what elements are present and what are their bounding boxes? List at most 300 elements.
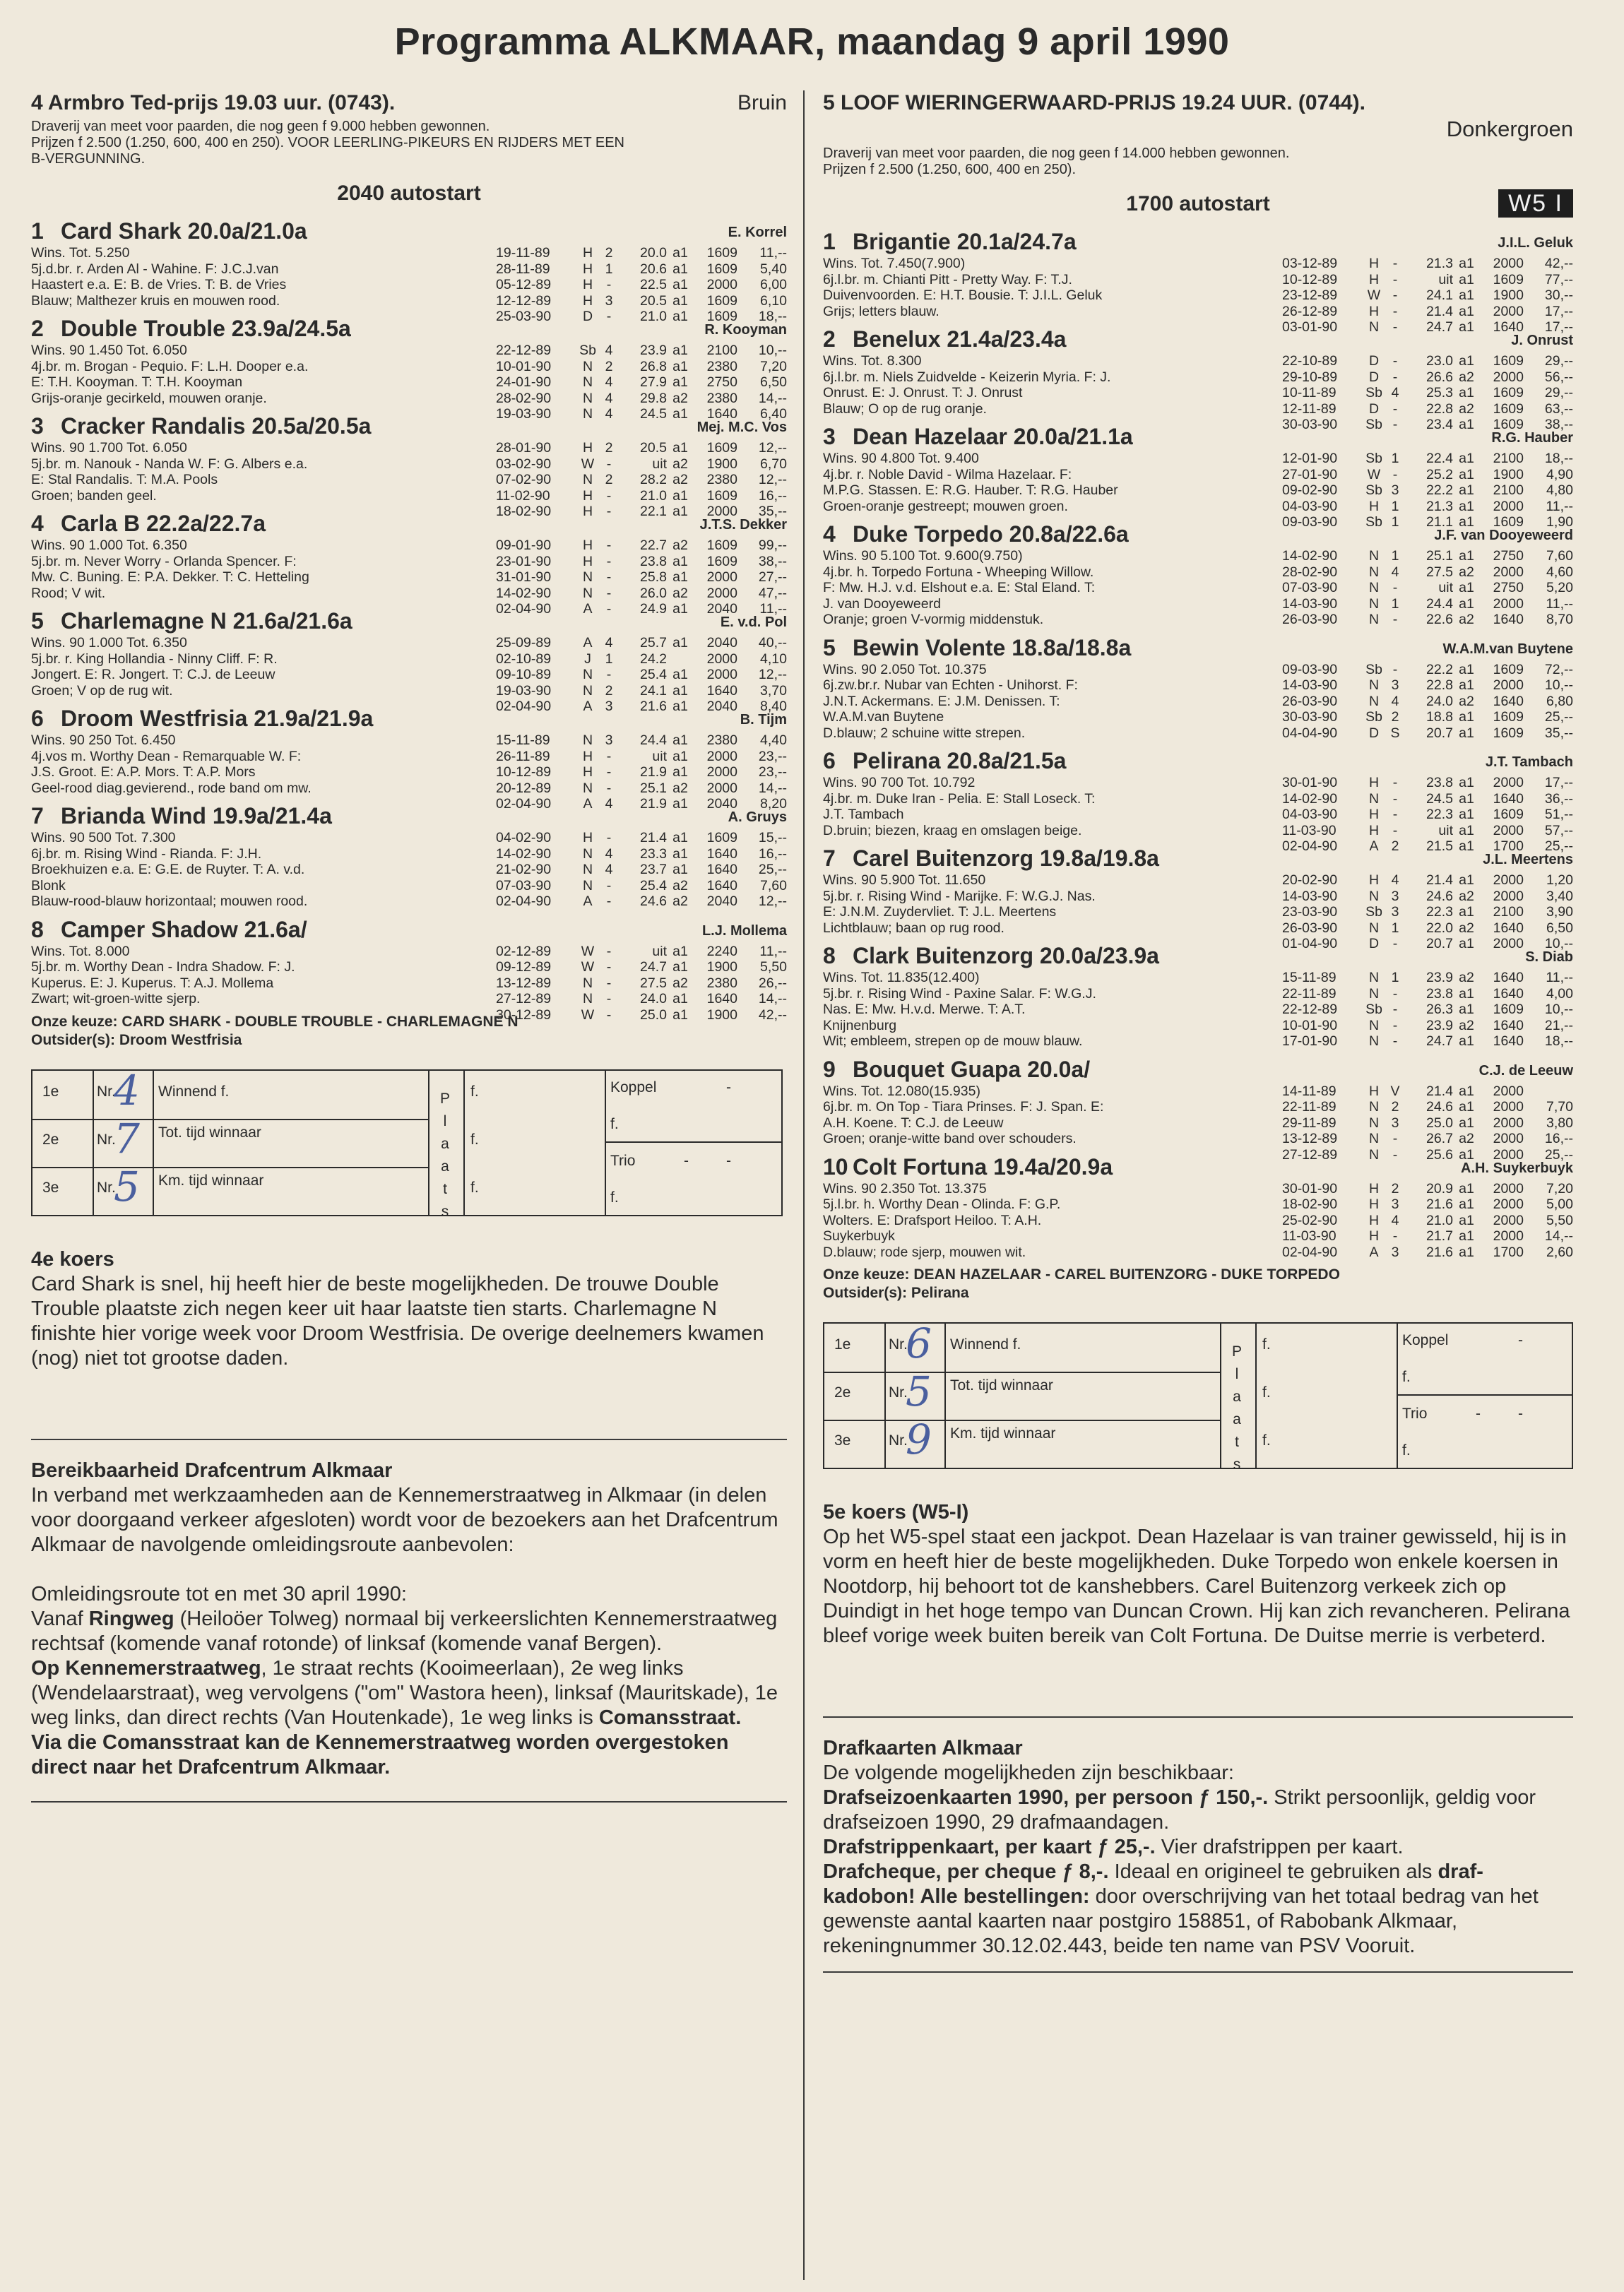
info-line: Wins. 90 1.450 Tot. 6.050 <box>31 343 187 358</box>
f-label: f. <box>470 1179 479 1196</box>
horse-details <box>823 1181 1573 1261</box>
start-row <box>1282 580 1573 596</box>
start-row <box>1282 677 1573 694</box>
start-row <box>496 538 787 554</box>
start-track: N <box>582 374 593 390</box>
start-type: a1 <box>672 261 688 277</box>
start-date: 09-02-90 <box>1282 482 1338 498</box>
horse-header <box>823 634 1573 662</box>
start-row <box>1282 1002 1573 1018</box>
start-row <box>496 846 787 862</box>
horse-name: Card Shark 20.0a/21.0a <box>61 218 307 244</box>
start-odds: 23,-- <box>758 748 787 764</box>
start-time: 26.8 <box>640 358 667 374</box>
start-type: a2 <box>1459 920 1474 936</box>
start-date: 02-04-90 <box>496 699 552 714</box>
koppel-dash: - <box>726 1079 731 1095</box>
start-type: a1 <box>1459 725 1474 741</box>
start-odds: 25,-- <box>758 862 787 877</box>
info-line: J.T. Tambach <box>823 807 904 822</box>
horse-number: 2 <box>31 316 44 341</box>
start-time: 23.0 <box>1426 353 1453 369</box>
result-row <box>824 1415 1220 1468</box>
start-distance: 1640 <box>1493 920 1524 936</box>
start-distance: 2000 <box>706 277 737 292</box>
start-date: 02-04-90 <box>496 893 552 909</box>
start-row <box>496 359 787 375</box>
start-position: 1 <box>605 261 613 277</box>
start-row <box>1282 889 1573 905</box>
start-type: a1 <box>672 764 688 780</box>
start-distance: 2000 <box>1493 1083 1524 1099</box>
start-distance: 1609 <box>1493 709 1524 725</box>
start-type: a1 <box>1459 1146 1474 1163</box>
start-date: 10-11-89 <box>1282 385 1336 400</box>
start-odds: 3,70 <box>760 682 787 699</box>
info-line: Wins. 90 250 Tot. 6.450 <box>31 732 176 748</box>
horse-entry <box>823 227 1573 335</box>
start-time: 23.8 <box>1426 985 1453 1002</box>
horse-header <box>31 915 787 944</box>
intro-text: De volgende mogelijkheden zijn beschikbaar: <box>823 1762 1234 1784</box>
start-time: 24.9 <box>640 601 667 617</box>
start-time: 24.7 <box>1426 1033 1453 1049</box>
start-odds: 3,80 <box>1546 1115 1573 1131</box>
start-odds: 8,20 <box>760 796 787 812</box>
start-odds: 10,-- <box>758 343 787 358</box>
text-span: Drafstrippenkaart, per kaart ƒ 25,-. <box>823 1836 1156 1858</box>
start-date: 10-12-89 <box>1282 271 1338 287</box>
start-odds: 23,-- <box>758 764 787 780</box>
info-line: Wins. 90 2.350 Tot. 13.375 <box>823 1180 987 1197</box>
start-track: N <box>582 975 593 991</box>
start-odds: 14,-- <box>758 991 787 1007</box>
koppel-trio-divider <box>1398 1394 1572 1396</box>
recent-starts <box>496 245 787 325</box>
start-type: a1 <box>1459 985 1474 1002</box>
race-title: 5 LOOF WIERINGERWAARD-PRIJS 19.24 UUR. (0744). <box>823 91 1365 114</box>
info-line: D.bruin; biezen, kraag en omslagen beige. <box>823 822 1082 838</box>
start-track: D <box>1368 936 1380 951</box>
start-odds: 1,90 <box>1546 514 1573 530</box>
start-position: - <box>606 538 612 553</box>
start-position: - <box>1392 353 1398 369</box>
start-time: 27.5 <box>1426 564 1453 580</box>
start-type: a1 <box>1459 775 1474 790</box>
bet-label: Km. tijd winnaar <box>950 1425 1056 1442</box>
start-row <box>1282 612 1573 628</box>
start-track: N <box>1368 612 1380 627</box>
start-row <box>496 732 787 749</box>
trio-dash: - <box>684 1152 689 1169</box>
info-line: Wins. 90 500 Tot. 7.300 <box>31 830 176 845</box>
recent-starts <box>496 830 787 910</box>
start-odds: 40,-- <box>758 635 787 651</box>
horse-number: 3 <box>823 424 836 449</box>
start-distance: 2040 <box>706 796 737 812</box>
text-span: Ringweg <box>88 1607 174 1630</box>
start-distance: 1900 <box>706 456 737 472</box>
start-track: W <box>581 1007 595 1023</box>
start-position: - <box>1392 936 1398 951</box>
start-position: 2 <box>605 245 613 261</box>
start-odds: 18,-- <box>1544 451 1573 466</box>
result-row <box>824 1319 1220 1373</box>
start-date: 21-02-90 <box>496 862 552 877</box>
info-line: Broekhuizen e.a. E: G.E. de Ruyter. T: A. v.d. <box>31 862 305 877</box>
info-line: F: Mw. H.J. v.d. Elshout e.a. E: Stal Eland. T: <box>823 580 1096 595</box>
start-position: - <box>606 277 612 292</box>
outsider: Outsider(s): Droom Westfrisia <box>31 1031 242 1048</box>
start-time: 20.5 <box>640 292 667 309</box>
start-time: 21.4 <box>1426 303 1453 319</box>
condition-line: Draverij van meet voor paarden, die nog geen f 14.000 hebben gewonnen. <box>823 146 1290 161</box>
start-position: 2 <box>605 682 613 699</box>
plaats-letter: l <box>443 1112 447 1129</box>
recent-starts <box>496 440 787 520</box>
start-position: - <box>1392 287 1398 303</box>
start-row <box>496 374 787 391</box>
start-track: A <box>583 601 593 617</box>
start-type: a1 <box>1459 790 1474 807</box>
info-line: 4j.br. m. Brogan - Pequio. F: L.H. Dooper e.a. <box>31 358 309 374</box>
start-date: 09-03-90 <box>1282 514 1338 530</box>
start-time: 21.3 <box>1426 498 1453 514</box>
race-distance <box>823 191 1573 218</box>
start-time: uit <box>1438 271 1453 287</box>
start-position: - <box>606 456 612 472</box>
horse-entry <box>31 412 787 519</box>
start-position: - <box>1392 822 1398 838</box>
start-time: 24.5 <box>640 406 667 422</box>
horse-info <box>31 944 455 1007</box>
start-type: a1 <box>1459 807 1474 822</box>
horse-info <box>31 732 455 796</box>
start-track: Sb <box>1365 482 1382 498</box>
horse-driver: C.J. de Leeuw <box>1478 1062 1573 1079</box>
start-distance: 1900 <box>706 959 737 975</box>
horse-driver: E. v.d. Pol <box>720 614 787 630</box>
plaats-letter: t <box>1235 1434 1239 1450</box>
start-time: 24.1 <box>640 682 667 699</box>
start-position: - <box>606 991 612 1007</box>
start-odds: 26,-- <box>758 975 787 991</box>
start-type: a1 <box>672 553 688 569</box>
start-type: a1 <box>672 682 688 699</box>
start-row <box>1282 1245 1573 1261</box>
plaats-letter: a <box>441 1135 449 1152</box>
start-date: 29-11-89 <box>1282 1115 1336 1131</box>
start-odds: 12,-- <box>758 667 787 682</box>
start-row <box>496 667 787 683</box>
start-track: H <box>1368 256 1380 271</box>
start-distance: 1609 <box>706 309 737 324</box>
horse-driver: J.L. Meertens <box>1483 852 1573 867</box>
horse-info <box>823 662 1247 742</box>
start-position: - <box>1392 1131 1398 1146</box>
start-position: - <box>1392 1228 1398 1244</box>
start-date: 19-03-90 <box>496 406 552 422</box>
start-date: 14-03-90 <box>1282 888 1338 904</box>
start-time: 26.3 <box>1426 1002 1453 1017</box>
start-date: 09-10-89 <box>496 667 552 682</box>
start-date: 02-04-90 <box>1282 838 1338 854</box>
start-track: D <box>582 309 593 324</box>
route-heading: Omleidingsroute tot en met 30 april 1990: <box>31 1582 407 1605</box>
start-type: a1 <box>672 569 688 585</box>
start-time: 25.2 <box>1426 466 1453 482</box>
start-time: 25.3 <box>1426 385 1453 400</box>
start-distance: 1609 <box>1493 1002 1524 1017</box>
start-distance: 1640 <box>1493 985 1524 1002</box>
info-line: Wins. 90 4.800 Tot. 9.400 <box>823 451 979 466</box>
start-position: 2 <box>605 358 613 374</box>
start-type: a1 <box>1459 1099 1474 1115</box>
info-line: Blauw-rood-blauw horizontaal; mouwen rood. <box>31 893 308 909</box>
start-distance: 1640 <box>706 877 737 893</box>
f-label: f. <box>1402 1442 1411 1459</box>
horse-entry <box>31 704 787 812</box>
start-track: N <box>1368 319 1380 335</box>
recent-starts <box>1282 970 1573 1050</box>
start-row <box>1282 385 1573 401</box>
start-distance: 1609 <box>1493 725 1524 741</box>
start-odds: 6,50 <box>1546 920 1573 936</box>
start-position: 4 <box>605 862 613 877</box>
horse-name: Double Trouble 23.9a/24.5a <box>61 316 351 341</box>
start-date: 30-01-90 <box>1282 1180 1338 1197</box>
start-date: 25-03-90 <box>496 309 552 324</box>
start-position: - <box>1392 319 1398 335</box>
start-track: Sb <box>1365 709 1382 725</box>
start-date: 19-03-90 <box>496 682 552 699</box>
start-time: 25.4 <box>640 877 667 893</box>
start-distance: 2000 <box>706 780 737 796</box>
horse-entry <box>823 520 1573 628</box>
bet-label: Tot. tijd winnaar <box>158 1124 261 1141</box>
start-distance: 1900 <box>1493 287 1524 303</box>
section-title: Drafkaarten Alkmaar <box>823 1737 1023 1759</box>
start-odds: 3,90 <box>1546 904 1573 920</box>
info-line: J.N.T. Ackermans. E: J.M. Denissen. T: <box>823 693 1060 709</box>
start-track: N <box>1368 790 1380 807</box>
start-type: a1 <box>672 245 688 261</box>
recent-starts <box>1282 256 1573 336</box>
start-date: 09-12-89 <box>496 959 552 975</box>
start-type: a1 <box>1459 595 1474 612</box>
start-odds: 42,-- <box>758 1007 787 1023</box>
plaats-letter: P <box>1231 1343 1242 1360</box>
info-line: Wins. Tot. 7.450(7.900) <box>823 256 966 271</box>
start-odds: 4,40 <box>760 732 787 748</box>
start-type: a1 <box>1459 385 1474 400</box>
start-track: N <box>1368 985 1380 1002</box>
start-time: 23.4 <box>1426 417 1453 432</box>
trio-label: Trio <box>610 1152 636 1169</box>
start-row <box>496 440 787 456</box>
start-distance: 1640 <box>706 991 737 1007</box>
recent-starts <box>1282 1181 1573 1261</box>
start-track: H <box>1368 807 1380 822</box>
bet-label: Tot. tijd winnaar <box>950 1377 1053 1394</box>
start-time: 20.9 <box>1426 1180 1453 1197</box>
horse-header <box>823 1055 1573 1083</box>
start-time: 24.0 <box>1426 693 1453 709</box>
horse-details <box>31 440 787 519</box>
start-distance: 1900 <box>1493 466 1524 482</box>
info-line: Wins. 90 1.000 Tot. 6.350 <box>31 538 187 553</box>
start-time: 22.2 <box>1426 661 1453 677</box>
start-type: a1 <box>1459 1180 1474 1197</box>
start-track: N <box>1368 1033 1380 1049</box>
start-row <box>1282 970 1573 986</box>
start-track: H <box>1368 1228 1380 1244</box>
start-date: 14-03-90 <box>1282 677 1338 693</box>
horse-header <box>31 802 787 830</box>
start-distance: 2380 <box>706 732 737 748</box>
start-track: N <box>582 682 593 699</box>
start-distance: 1640 <box>706 845 737 862</box>
start-track: D <box>1368 369 1380 385</box>
start-odds: 11,-- <box>759 943 787 959</box>
race-conditions <box>31 119 787 167</box>
start-type: a1 <box>1459 548 1474 564</box>
start-odds: 5,50 <box>1546 1212 1573 1228</box>
start-position: S <box>1390 725 1400 741</box>
start-date: 04-03-90 <box>1282 498 1338 514</box>
start-position: 3 <box>1391 904 1399 920</box>
start-odds: 12,-- <box>758 472 787 487</box>
start-type: a1 <box>1459 904 1474 920</box>
start-type: a1 <box>1459 872 1474 888</box>
race-4-header <box>31 90 787 116</box>
start-track: N <box>582 472 593 487</box>
info-line: 5j.d.br. r. Arden Al - Wahine. F: J.C.J.van <box>31 261 279 277</box>
info-line: Lichtblauw; baan op rug rood. <box>823 920 1004 936</box>
start-row <box>496 878 787 894</box>
info-line: 5j.br. m. Nanouk - Nanda W. F: G. Albers e.a. <box>31 456 308 472</box>
horse-info <box>823 970 1247 1050</box>
plaats-letter: a <box>1233 1411 1241 1427</box>
start-type: a1 <box>1459 709 1474 725</box>
start-type: a1 <box>1459 661 1474 677</box>
start-row <box>1282 986 1573 1002</box>
start-type: a1 <box>1459 287 1474 303</box>
start-position: 2 <box>605 472 613 487</box>
start-odds: 30,-- <box>1544 287 1573 303</box>
f-label: f. <box>1262 1432 1271 1449</box>
horse-details <box>31 245 787 324</box>
start-track: N <box>1368 1115 1380 1131</box>
start-type: a2 <box>1459 888 1474 904</box>
start-row <box>496 959 787 975</box>
koppel-label: Koppel <box>610 1079 657 1095</box>
start-date: 14-02-90 <box>1282 548 1338 564</box>
start-distance: 2040 <box>706 893 737 909</box>
start-distance: 2000 <box>1493 872 1524 888</box>
start-odds: 7,20 <box>760 358 787 374</box>
start-track: N <box>1368 1017 1380 1033</box>
start-row <box>1282 1099 1573 1115</box>
start-distance: 1609 <box>706 440 737 456</box>
start-time: 24.1 <box>1426 287 1453 303</box>
onze-keuze: Onze keuze: CARD SHARK - DOUBLE TROUBLE - CHARLEMAGNE N <box>31 1013 518 1030</box>
koppel-trio-area <box>606 1071 781 1215</box>
condition-line: Draverij van meet voor paarden, die nog geen f 9.000 hebben gewonnen. <box>31 119 490 134</box>
start-time: 25.8 <box>640 569 667 585</box>
start-position: - <box>1392 612 1398 627</box>
start-date: 18-02-90 <box>496 504 552 519</box>
handwritten-number: 7 <box>114 1114 140 1163</box>
trio-label: Trio <box>1402 1406 1428 1422</box>
start-time: 22.6 <box>1426 612 1453 627</box>
start-type: a1 <box>672 601 688 617</box>
start-track: N <box>1368 920 1380 936</box>
horse-driver: R.G. Hauber <box>1491 430 1573 446</box>
start-date: 20-12-89 <box>496 780 552 796</box>
start-date: 14-03-90 <box>1282 595 1338 612</box>
horse-driver: J.T.S. Dekker <box>699 517 787 533</box>
start-time: 26.6 <box>1426 369 1453 385</box>
start-odds: 17,-- <box>1544 775 1573 790</box>
start-time: 25.1 <box>640 780 667 796</box>
start-time: 22.5 <box>640 277 667 292</box>
info-line: Wins. 90 2.050 Tot. 10.375 <box>823 661 987 677</box>
start-odds: 17,-- <box>1544 303 1573 319</box>
start-date: 07-02-90 <box>496 472 552 487</box>
start-time: 21.9 <box>640 764 667 780</box>
info-line: Blauw; O op de rug oranje. <box>823 400 987 417</box>
start-date: 22-10-89 <box>1282 353 1338 369</box>
start-time: 22.0 <box>1426 920 1453 936</box>
start-distance: 2100 <box>1493 482 1524 498</box>
start-odds: 21,-- <box>1544 1017 1573 1033</box>
start-odds: 6,80 <box>1546 693 1573 709</box>
start-position: V <box>1390 1083 1400 1099</box>
info-line: 6j.br. m. On Top - Tiara Prinses. F: J. Span. E: <box>823 1099 1104 1115</box>
start-row <box>1282 823 1573 839</box>
start-row <box>1282 920 1573 937</box>
start-distance: 1609 <box>1493 807 1524 822</box>
info-line: 4j.vos m. Worthy Dean - Remarquable W. F: <box>31 748 302 764</box>
race-title: 4 Armbro Ted-prijs 19.03 uur. (0743). <box>31 91 396 114</box>
start-odds: 11,-- <box>759 601 787 617</box>
start-row <box>1282 499 1573 515</box>
start-track: H <box>1368 498 1380 514</box>
handwritten-number: 9 <box>906 1415 932 1463</box>
horse-driver: E. Korrel <box>728 225 787 240</box>
start-time: 23.7 <box>640 862 667 877</box>
start-type: a2 <box>1459 970 1474 985</box>
horse-name: Brianda Wind 19.9a/21.4a <box>61 803 332 829</box>
f-label: f. <box>1402 1369 1411 1385</box>
start-date: 03-12-89 <box>1282 256 1338 271</box>
start-time: 24.6 <box>640 893 667 909</box>
start-time: 21.4 <box>1426 872 1453 888</box>
nr-label: Nr. <box>889 1384 908 1401</box>
start-odds: 14,-- <box>758 780 787 796</box>
start-time: 24.4 <box>1426 595 1453 612</box>
start-track: Sb <box>1365 904 1382 920</box>
start-time: 27.5 <box>640 975 667 991</box>
start-track: N <box>582 667 593 682</box>
start-time: 21.1 <box>1426 514 1453 530</box>
start-track: H <box>582 504 593 519</box>
start-track: N <box>582 991 593 1007</box>
start-odds: 8,40 <box>760 699 787 714</box>
start-track: H <box>1368 1083 1380 1099</box>
start-odds: 18,-- <box>758 309 787 324</box>
